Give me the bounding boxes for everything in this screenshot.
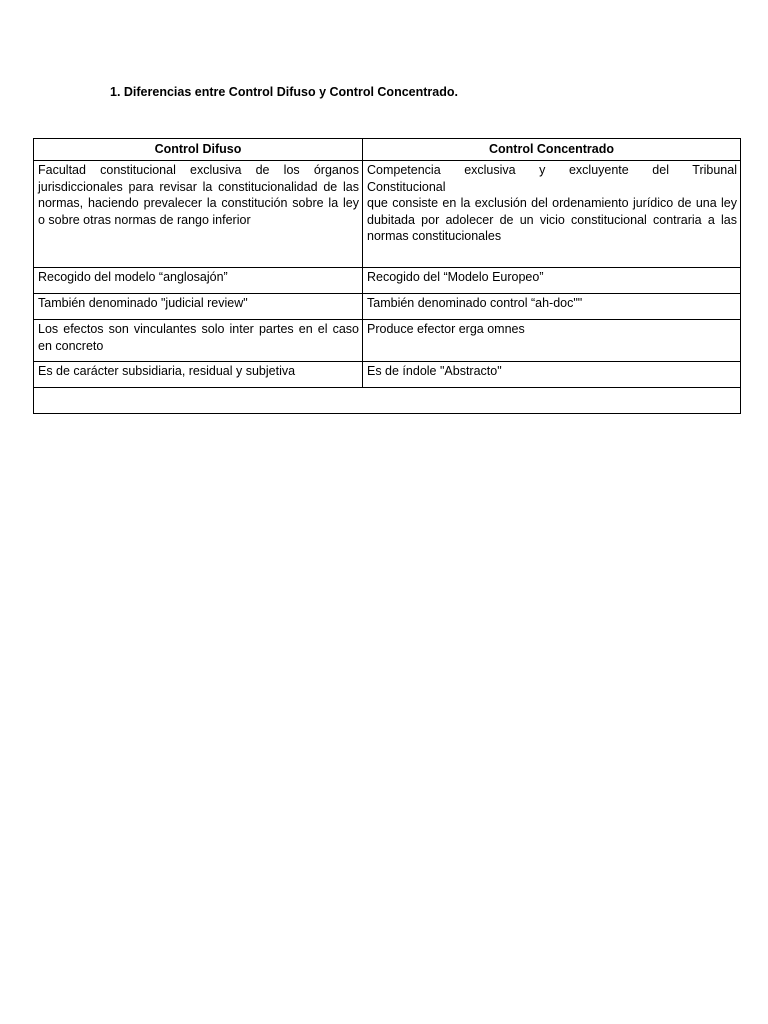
cell-concentrado-line-1: Competencia exclusiva y excluyente del Tribunal — [367, 163, 737, 177]
table-row — [34, 320, 741, 362]
cell-concentrado-caracter: Es de índole "Abstracto" — [363, 362, 741, 388]
table-row-empty — [34, 388, 741, 414]
column-header-control-concentrado: Control Concentrado — [363, 139, 741, 161]
table-header-row — [34, 139, 741, 161]
cell-concentrado-definicion — [363, 161, 741, 268]
cell-difuso-definicion: Facultad constitucional exclusiva de los órganos jurisdiccionales para revisar la constitucionalidad de las normas, haciendo prevalecer la constitución sobre la ley o sobre otras normas de rango inferior — [34, 161, 363, 268]
comparison-table — [33, 138, 741, 414]
cell-concentrado-line-3: que consiste en la exclusión del ordenamiento jurídico de una ley dubitada por adolecer de un vicio constitucional contraria a las normas constitucionales — [367, 196, 737, 243]
cell-difuso-efectos: Los efectos son vinculantes solo inter partes en el caso en concreto — [34, 320, 363, 362]
cell-empty — [34, 388, 741, 414]
table-row — [34, 362, 741, 388]
document-heading: 1. Diferencias entre Control Difuso y Control Concentrado. — [110, 85, 458, 99]
cell-difuso-caracter: Es de carácter subsidiaria, residual y subjetiva — [34, 362, 363, 388]
cell-concentrado-denominacion: También denominado control “ah-doc"" — [363, 294, 741, 320]
cell-difuso-denominacion: También denominado "judicial review" — [34, 294, 363, 320]
table-row — [34, 268, 741, 294]
cell-concentrado-efectos: Produce efector erga omnes — [363, 320, 741, 362]
cell-concentrado-modelo: Recogido del “Modelo Europeo” — [363, 268, 741, 294]
table-row — [34, 294, 741, 320]
cell-difuso-modelo: Recogido del modelo “anglosajón” — [34, 268, 363, 294]
column-header-control-difuso: Control Difuso — [34, 139, 363, 161]
cell-concentrado-line-2: Constitucional — [367, 179, 446, 194]
table-row — [34, 161, 741, 268]
